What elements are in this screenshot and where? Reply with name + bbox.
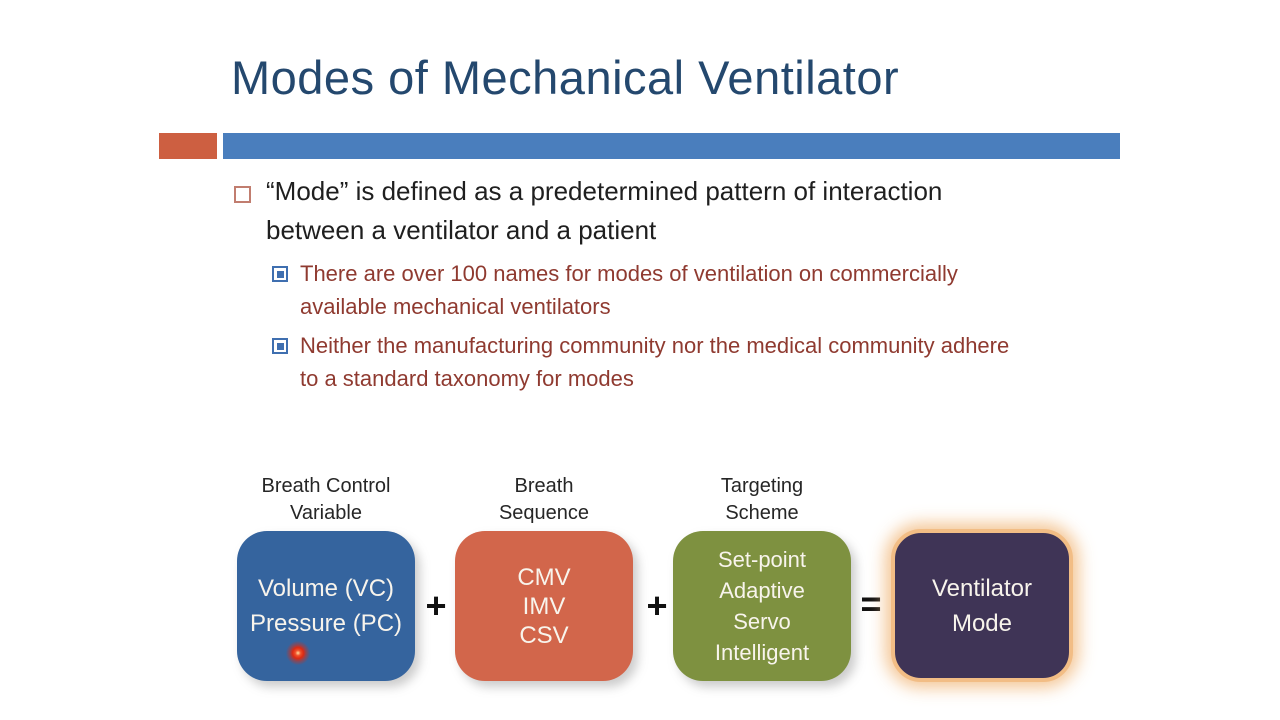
box-line: Servo	[733, 609, 791, 634]
sub-bullet-2-text	[300, 329, 1009, 395]
slide-title: Modes of Mechanical Ventilator	[231, 51, 900, 104]
sub-bullet-1-text	[300, 257, 958, 323]
box-line: Adaptive	[719, 578, 805, 603]
plus-operator: +	[646, 585, 668, 626]
main-bullet-line-1: “Mode” is defined as a predetermined pattern of interaction	[266, 176, 943, 206]
sub-bullet-1-line-1: There are over 100 names for modes of ventilation on commercially	[300, 261, 958, 286]
laser-pointer-dot	[286, 641, 310, 665]
diagram-box-breath-control-variable	[237, 531, 415, 681]
equals-operator: =	[860, 583, 882, 624]
bullet-square-icon	[234, 186, 251, 203]
accent-bar-orange	[159, 133, 217, 159]
sub-bullet-square-core	[277, 271, 284, 278]
label-line: Variable	[290, 502, 362, 524]
diagram-label-breath-sequence	[455, 473, 633, 527]
diagram-label-breath-control-variable	[237, 473, 415, 527]
label-line: Breath	[514, 475, 574, 497]
box-line: CSV	[519, 621, 569, 649]
plus-operator: +	[425, 585, 447, 626]
diagram-box-targeting-scheme	[673, 531, 851, 681]
diagram-box-breath-sequence	[455, 531, 633, 681]
sub-bullet-1-line-2: available mechanical ventilators	[300, 294, 611, 319]
box-line: Ventilator	[931, 574, 1033, 602]
diagram-box-ventilator-mode	[891, 529, 1073, 682]
label-line: Sequence	[498, 502, 590, 524]
box-line: CMV	[517, 563, 571, 591]
main-bullet-line-2: between a ventilator and a patient	[266, 215, 657, 245]
accent-bar-blue	[223, 133, 1120, 159]
box-line: Volume (VC)	[257, 575, 395, 602]
label-line: Scheme	[725, 502, 799, 524]
sub-bullet-2-line-1: Neither the manufacturing community nor the medical community adhere	[300, 333, 1010, 358]
diagram-label-targeting-scheme	[673, 473, 851, 527]
sub-bullet-square-core	[277, 343, 284, 350]
label-line: Breath Control	[261, 475, 391, 497]
box-line: Intelligent	[714, 640, 810, 665]
sub-bullet-2-line-2: to a standard taxonomy for modes	[300, 366, 634, 391]
sub-bullet-square-icon	[272, 338, 288, 354]
sub-bullet-square-icon	[272, 266, 288, 282]
box-line: Mode	[951, 609, 1013, 637]
box-line: IMV	[522, 592, 566, 620]
label-line: Targeting	[720, 475, 804, 497]
main-bullet-text	[266, 172, 942, 250]
box-line: Pressure (PC)	[249, 610, 403, 637]
box-line: Set-point	[717, 547, 807, 572]
